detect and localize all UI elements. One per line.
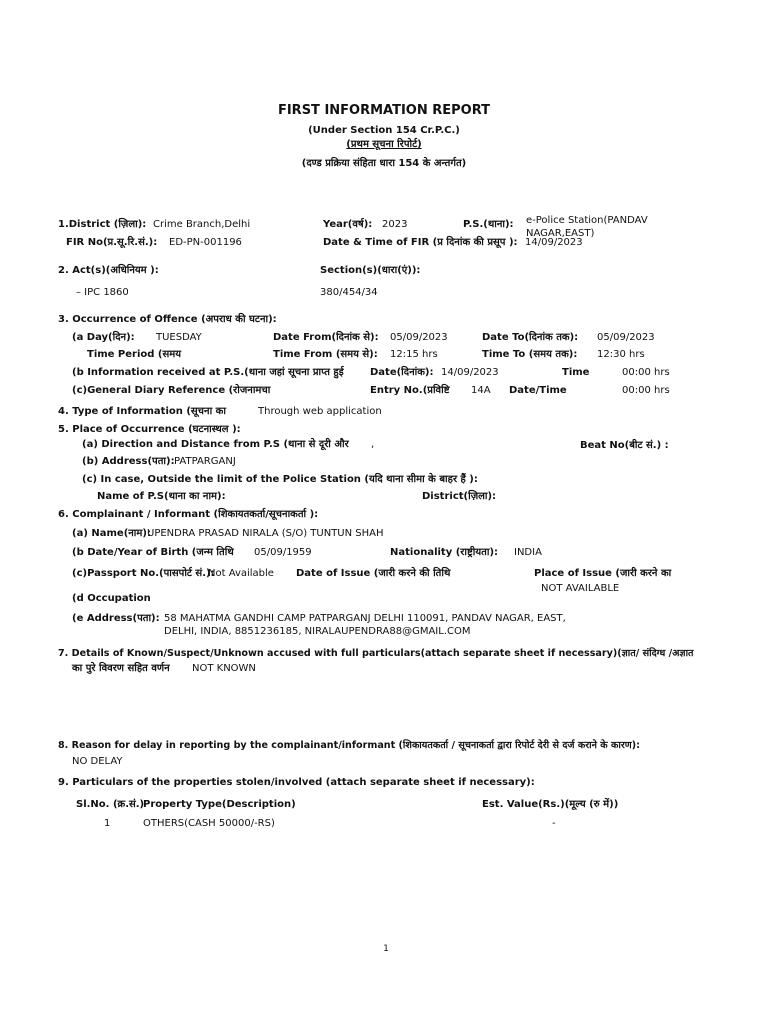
sections-label: Section(s)(धारा(एं)): [320,265,421,276]
info-type-label: 4. Type of Information (सूचना का [58,406,226,417]
passport-label: (c)Passport No.(पासपोर्ट सं.): [72,568,215,579]
entry-number-label: Entry No.(प्रविष्टि [370,385,450,396]
info-type-value: Through web application [258,406,382,417]
ps-label: P.S.(थाना): [463,219,514,230]
complainant-name-label: (a) Name(नाम): [72,528,151,539]
col-est-value: Est. Value(Rs.)(मूल्य (रु में)) [482,799,619,810]
date-from-label: Date From(दिनांक से): [273,332,379,343]
occupation-label: (d Occupation [72,593,151,604]
properties-heading: 9. Particulars of the properties stolen/involved (attach separate sheet if necessary): [58,777,535,788]
accused-details-heading-2: का पुरे विवरण सहित वर्णन [72,663,170,674]
gd-time-value: 00:00 hrs [622,385,670,396]
accused-details-value: NOT KNOWN [192,663,256,674]
ps-value-line1: e-Police Station(PANDAV [526,215,648,226]
issue-place-value: NOT AVAILABLE [541,583,620,594]
act-value: – IPC 1860 [76,287,129,298]
complainant-address-label: (e Address(पता): [72,613,160,624]
complainant-heading: 6. Complainant / Informant (शिकायतकर्ता/सूचनाकर्ता ): [58,509,319,520]
entry-number-value: 14A [471,385,491,396]
time-period-label: Time Period (समय [87,349,182,360]
time-from-value: 12:15 hrs [390,349,438,360]
property-row-slno: 1 [104,818,111,829]
complainant-name-value: UPENDRA PRASAD NIRALA (S/O) TUNTUN SHAH [147,528,384,539]
passport-value: Not Available [208,568,274,579]
col-property-type: Property Type(Description) [143,799,296,810]
year-value: 2023 [382,219,408,230]
issue-place-label: Place of Issue (जारी करने का [534,568,672,579]
district-label: 1.District (ज़िला): [58,219,147,230]
place-heading: 5. Place of Occurrence (घटनास्थल ): [58,424,241,435]
district-value: Crime Branch,Delhi [153,219,251,230]
page-subtitle-hindi-2: (दण्ड प्रक्रिया संहिता धारा 154 के अन्तर्गत) [301,158,467,169]
general-diary-label: (c)General Diary Reference (रोजनामचा [72,385,271,396]
direction-value: , [371,439,375,450]
complainant-address-line2: DELHI, INDIA, 8851236185, NIRALAUPENDRA88@GMAIL.COM [164,626,471,637]
property-row-value: - [552,818,556,829]
info-date-label: Date(दिनांक): [370,367,434,378]
day-label: (a Day(दिन): [72,332,135,343]
page-subtitle: (Under Section 154 Cr.P.C.) [308,125,460,136]
issue-date-label: Date of Issue (जारी करने की तिथि [296,568,451,579]
fir-datetime-value: 14/09/2023 [525,237,583,248]
dob-value: 05/09/1959 [254,547,312,558]
fir-number-value: ED-PN-001196 [169,237,242,248]
other-ps-name-label: Name of P.S(थाना का नाम): [97,491,226,502]
ps-value-line2: NAGAR,EAST) [526,228,595,239]
info-received-label: (b Information received at P.S.(थाना जहां सूचना प्राप्त हुई [72,367,344,378]
complainant-address-line1: 58 MAHATMA GANDHI CAMP PATPARGANJ DELHI 110091, PANDAV NAGAR, EAST, [164,613,566,624]
time-to-value: 12:30 hrs [597,349,645,360]
page-number: 1 [383,944,389,954]
acts-label: 2. Act(s)(अधिनियम ): [58,265,159,276]
info-time-label: Time [562,367,590,378]
date-from-value: 05/09/2023 [390,332,448,343]
place-address-value: PATPARGANJ [174,456,236,467]
time-from-label: Time From (समय से): [273,349,378,360]
year-label: Year(वर्ष): [323,219,373,230]
gd-datetime-label: Date/Time [509,385,567,396]
info-time-value: 00:00 hrs [622,367,670,378]
direction-label: (a) Direction and Distance from P.S (थाना से दूरी और [82,439,349,450]
property-row-type: OTHERS(CASH 50000/-RS) [143,818,275,829]
other-district-label: District(ज़िला): [422,491,497,502]
fir-datetime-label: Date & Time of FIR (प्र दिनांक की प्रसूप ): [323,237,518,248]
occurrence-heading: 3. Occurrence of Offence (अपराध की घटना): [58,314,277,325]
delay-reason-heading: 8. Reason for delay in reporting by the complainant/informant (शिकायतकर्ता / सूचनाकर्ता द्वारा रिपोर्ट देरी से दर्ज कराने के कारण): [58,740,640,751]
sections-value: 380/454/34 [320,287,378,298]
page-title: FIRST INFORMATION REPORT [277,103,491,118]
day-value: TUESDAY [156,332,202,343]
place-address-label: (b) Address(पता): [82,456,175,467]
delay-reason-value: NO DELAY [72,756,123,767]
time-to-label: Time To (समय तक): [482,349,578,360]
col-slno: Sl.No. (क्र.सं.) [76,799,145,810]
date-to-label: Date To(दिनांक तक): [482,332,579,343]
outside-limit-label: (c) In case, Outside the limit of the Police Station (यदि थाना सीमा के बाहर हैं ): [82,474,478,485]
date-to-value: 05/09/2023 [597,332,655,343]
dob-label: (b Date/Year of Birth (जन्म तिथि [72,547,234,558]
beat-number-label: Beat No(बीट सं.) : [580,440,669,451]
fir-number-label: FIR No(प्र.सू.रि.सं.): [66,237,158,248]
info-date-value: 14/09/2023 [441,367,499,378]
nationality-value: INDIA [514,547,542,558]
page-subtitle-hindi: (प्रथम सूचना रिपोर्ट) [346,139,422,150]
nationality-label: Nationality (राष्ट्रीयता): [390,547,499,558]
accused-details-heading: 7. Details of Known/Suspect/Unknown accused with full particulars(attach separate sheet if necessary)(ज्ञात/ संदिग्ध /अज्ञात [58,648,694,659]
